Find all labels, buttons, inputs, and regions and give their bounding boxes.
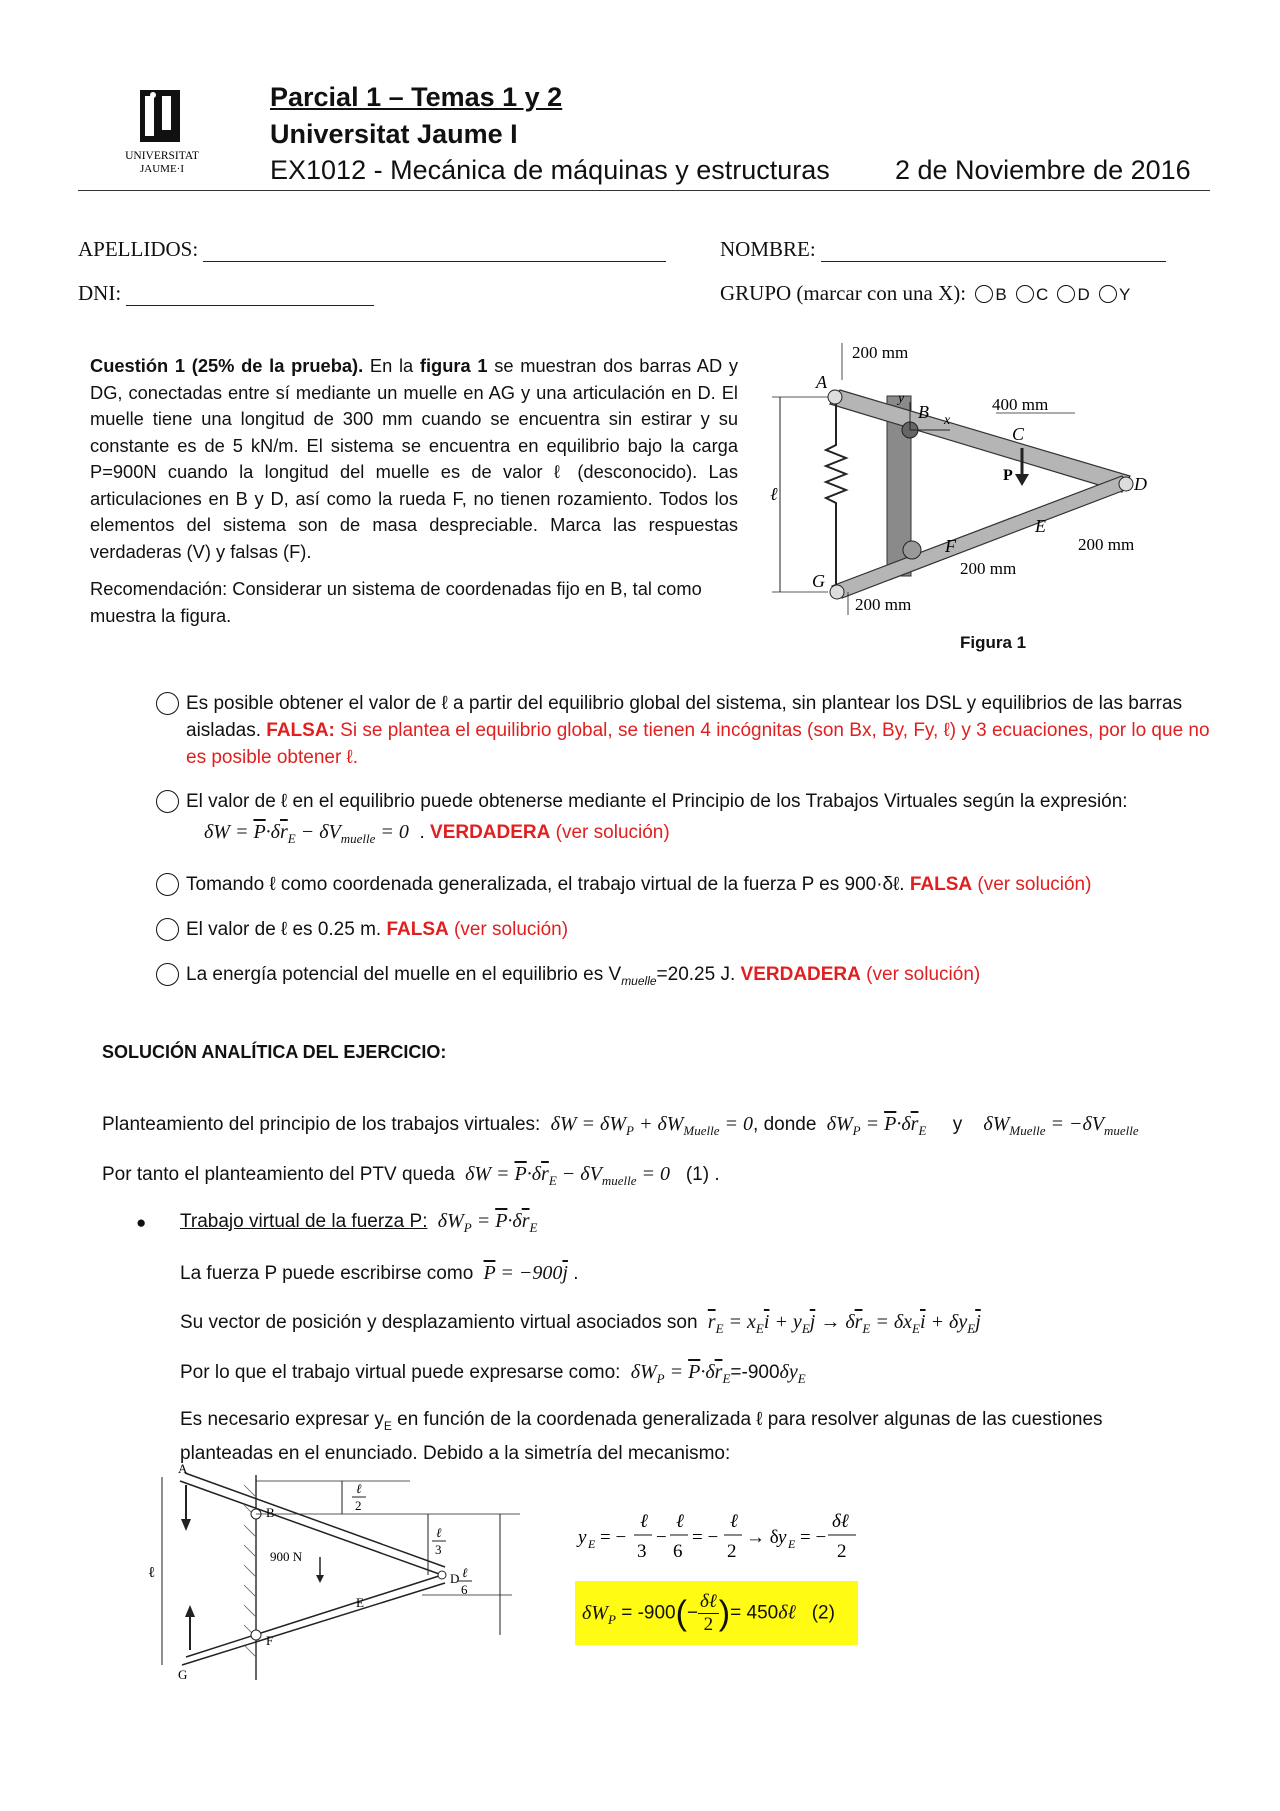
svg-text:−: − (656, 1527, 667, 1548)
solution-line-1-donde: , donde (753, 1114, 817, 1135)
option-1-explanation: Si se plantea el equilibrio global, se tienen 4 incógnitas (son Bx, By, Fy, ℓ) y 3 ecuaciones, por lo que no es posible obtener ℓ. (186, 720, 1210, 768)
exam-date: 2 de Noviembre de 2016 (895, 155, 1191, 185)
option-1-verdict: FALSA: (266, 720, 335, 741)
solution-title: SOLUCIÓN ANALÍTICA DEL EJERCICIO: (102, 1042, 447, 1062)
option-1-radio[interactable] (156, 692, 179, 715)
dni-label: DNI: (78, 281, 122, 305)
grupo-radio-y[interactable] (1099, 285, 1117, 303)
option-2 (156, 788, 1216, 852)
solution-line-1-text: Planteamiento del principio de los trabajos virtuales: (102, 1114, 541, 1135)
bullet-title: Trabajo virtual de la fuerza P: (180, 1211, 428, 1232)
solution-line-2-text: Por tanto el planteamiento del PTV queda (102, 1164, 455, 1185)
svg-text:= −: = − (600, 1527, 627, 1548)
logo-text-2: JAUME·I (140, 163, 184, 175)
svg-text:2: 2 (727, 1541, 737, 1562)
option-5-explanation: (ver solución) (860, 964, 981, 985)
fig1-label-c: C (1012, 424, 1025, 444)
fig2-frac-l6-den: 6 (461, 1582, 468, 1597)
logo-text-1: UNIVERSITAT (125, 150, 199, 162)
fig1-label-e: E (1035, 516, 1046, 536)
grupo-radio-c[interactable] (1016, 285, 1034, 303)
grupo-radio-d[interactable] (1057, 285, 1075, 303)
nombre-input-line[interactable] (821, 241, 1166, 262)
option-3-verdict: FALSA (909, 874, 973, 895)
fig1-dim-f: 200 mm (960, 559, 1017, 578)
question-text-1: En la (363, 355, 420, 376)
university-logo (112, 86, 212, 186)
fig2-label-d: D (450, 1571, 460, 1586)
fig1-label-p: P (1003, 467, 1013, 484)
dni-input-line[interactable] (126, 285, 374, 306)
bullet-title-line: Trabajo virtual de la fuerza P: $\delta W_P = \overline{P}\cdot\delta\overline{r}_E$ (180, 1210, 538, 1235)
solution-line-1: Planteamiento del principio de los trabajos virtuales: $\delta W = \delta W_P + \delta W_{Muelle} = 0$, donde $\delta W_P = \overline{P}\cdot\delta\overline{r}_E$ y $\delta W_{Muelle} = -\delta V_{muelle}$ (102, 1113, 1139, 1138)
need-paragraph (180, 1406, 1180, 1467)
option-4-radio[interactable] (156, 918, 179, 941)
option-5-text-b: =20.25 J. (656, 964, 736, 985)
grupo-letter-d: D (1077, 285, 1090, 304)
fig2-frac-l3-num: ℓ (436, 1525, 442, 1540)
figure-2-sketch (148, 1461, 560, 1685)
need-text-b: en función de la coordenada generalizada ℓ para resolver algunas de las cuestiones planteadas en el enunciado. Debido a la simetría del mecanismo: (180, 1409, 1103, 1464)
option-3-explanation: (ver solución) (972, 874, 1092, 895)
grupo-letter-b: B (995, 285, 1007, 304)
fig1-label-d: D (1134, 474, 1147, 494)
fig1-label-b: B (918, 402, 929, 422)
svg-text:= −: = − (692, 1527, 719, 1548)
fig1-label-l: ℓ (770, 484, 778, 504)
exam-title: Parcial 1 – Temas 1 y 2 (270, 82, 563, 112)
fig2-load: 900 N (270, 1549, 303, 1564)
solution-line-1-y: y (952, 1114, 963, 1135)
question-lead: Cuestión 1 (25% de la prueba). (90, 355, 364, 376)
apellidos-label: APELLIDOS: (78, 237, 199, 261)
eq2-result: 450 (746, 1602, 779, 1624)
option-5-text-a: La energía potencial del muelle en el equilibrio es V (186, 964, 622, 985)
option-4-verdict: FALSA (386, 919, 449, 940)
dni-field (78, 281, 374, 306)
svg-text:E: E (788, 1537, 796, 1551)
fig1-dim-ad: 400 mm (992, 395, 1049, 414)
fig2-frac-l2-den: 2 (355, 1498, 362, 1513)
fig1-label-g: G (812, 571, 825, 591)
option-5-radio[interactable] (156, 963, 179, 986)
force-line: La fuerza P puede escribirse como $\overline{P} = -900\overline{j}$ . (180, 1262, 579, 1284)
option-2-verdict: VERDADERA (430, 822, 551, 843)
svg-text:y: y (778, 1527, 787, 1548)
force-text: La fuerza P puede escribirse como (180, 1263, 474, 1284)
nombre-label: NOMBRE: (720, 237, 816, 261)
option-1-text: Es posible obtener el valor de ℓ a partir del equilibrio global del sistema, sin plantear los DSL y equilibrios de las barras aisladas. (186, 693, 1183, 741)
apellidos-input-line[interactable] (203, 241, 666, 262)
eq2-ref: (2) (811, 1602, 835, 1624)
equation-ye (578, 1505, 868, 1567)
svg-text:y: y (578, 1527, 587, 1548)
option-2-text: El valor de ℓ en el equilibrio puede obtenerse mediante el Principio de los Trabajos Virtuales según la expresión: (186, 791, 1128, 812)
svg-text:= −: = − (800, 1527, 827, 1548)
question-text-2: se muestran dos barras AD y DG, conectadas entre sí mediante un muelle en AG y una articulación en D. El muelle tiene una longitud de 300 mm cuando se encuentra sin estirar y su constante es de 5 kN/m. El sistema se encuentra en equilibrio bajo la carga P=900N cuando la longitud del muelle es de valor ℓ (desconocido). Las articulaciones en B y D, así como la rueda F, no tienen rozamiento. Todos los elementos del sistema son de masa despreciable. Marca las respuestas verdaderas (V) y falsas (F). (90, 355, 739, 562)
svg-text:2: 2 (837, 1541, 847, 1562)
course-name: EX1012 - Mecánica de máquinas y estructuras (270, 155, 830, 185)
position-line: Su vector de posición y desplazamiento virtual asociados son $\overline{r}_E = x_E\overline{i} + y_E\overline{j} \to \delta\overline{r}_E = \delta x_E\overline{i} + \delta y_E\overline{j}$ (180, 1311, 981, 1336)
fig2-label-b: B (266, 1505, 275, 1520)
grupo-radio-b[interactable] (975, 285, 993, 303)
option-4-explanation: (ver solución) (448, 919, 569, 940)
nombre-field (720, 237, 1166, 262)
option-2-explanation: (ver solución) (550, 822, 670, 843)
equation-2: $\delta W_P = -900(-$ δℓ 2 )= 450δℓ (2) (582, 1591, 835, 1635)
fig2-frac-l3-den: 3 (435, 1542, 442, 1557)
fig2-frac-l2-num: ℓ (356, 1481, 362, 1496)
svg-text:δℓ: δℓ (832, 1511, 849, 1532)
grupo-letter-c: C (1035, 285, 1049, 304)
svg-text:ℓ: ℓ (730, 1511, 738, 1532)
option-4-text: El valor de ℓ es 0.25 m. (186, 919, 382, 940)
eq2-coefficient: -900 (637, 1602, 676, 1624)
work-text: Por lo que el trabajo virtual puede expresarse como: (180, 1362, 621, 1383)
need-text-a: Es necesario expresar y (180, 1409, 384, 1430)
header-divider (78, 190, 1210, 191)
option-3 (156, 871, 1216, 898)
svg-text:3: 3 (637, 1541, 647, 1562)
svg-text:→ δ: → δ (746, 1527, 779, 1548)
option-3-text: Tomando ℓ como coordenada generalizada, el trabajo virtual de la fuerza P es 900·δℓ. (186, 874, 905, 895)
fig2-label-e: E (356, 1595, 364, 1610)
option-1 (156, 690, 1216, 771)
need-sub: E (383, 1418, 392, 1433)
solution-line-2-ref: (1) . (685, 1164, 720, 1185)
bullet-marker: ● (136, 1213, 147, 1232)
fig1-label-a: A (816, 372, 827, 392)
option-5 (156, 961, 1216, 995)
option-2-radio[interactable] (156, 790, 179, 813)
apellidos-field (78, 237, 666, 262)
work-line: Por lo que el trabajo virtual puede expresarse como: $\delta W_P = \overline{P}\cdot\delta\overline{r}_E=-900\delta y_E$ (180, 1361, 806, 1386)
fig1-dim-top: 200 mm (852, 343, 909, 362)
option-2-equation: $\delta W = \overline{P}\cdot\delta\overline{r}_E - \delta V_{muelle} = 0$ . VERDADERA (ver solución) (204, 821, 670, 846)
fig1-dim-e: 200 mm (1078, 535, 1135, 554)
fig2-label-l: ℓ (148, 1565, 156, 1581)
solution-line-2: Por tanto el planteamiento del PTV queda $\delta W = \overline{P}\cdot\delta\overline{r}_E - \delta V_{muelle} = 0$ (1) . (102, 1163, 720, 1188)
svg-text:6: 6 (673, 1541, 683, 1562)
figure-reference: figura 1 (419, 355, 488, 376)
fig2-label-g: G (178, 1667, 188, 1682)
work-value: =-900 (730, 1362, 780, 1383)
grupo-letter-y: Y (1119, 285, 1131, 304)
fig2-label-a: A (178, 1461, 188, 1476)
figure-1-caption: Figura 1 (960, 633, 1027, 652)
figure-1-mechanism (760, 340, 1148, 620)
svg-text:ℓ: ℓ (676, 1511, 684, 1532)
option-4 (156, 916, 1216, 943)
university-name: Universitat Jaume I (270, 119, 518, 149)
option-5-verdict: VERDADERA (740, 964, 861, 985)
fig1-axis-y: y (898, 391, 905, 406)
fig1-axis-x: x (944, 413, 951, 428)
fig1-dim-g: 200 mm (855, 595, 912, 614)
position-text: Su vector de posición y desplazamiento virtual asociados son (180, 1312, 698, 1333)
svg-text:ℓ: ℓ (640, 1511, 648, 1532)
grupo-label: GRUPO (marcar con una X): (720, 281, 967, 305)
fig2-frac-l6-num: ℓ (462, 1565, 468, 1580)
fig2-label-f: F (266, 1633, 274, 1648)
svg-text:E: E (588, 1537, 596, 1551)
option-3-radio[interactable] (156, 873, 179, 896)
option-5-sub: muelle (621, 973, 657, 988)
question-statement (90, 353, 738, 565)
question-recommendation: Recomendación: Considerar un sistema de coordenadas fijo en B, tal como muestra la figura. (90, 578, 702, 626)
grupo-field (720, 281, 1130, 306)
fig1-label-f: F (945, 536, 956, 556)
